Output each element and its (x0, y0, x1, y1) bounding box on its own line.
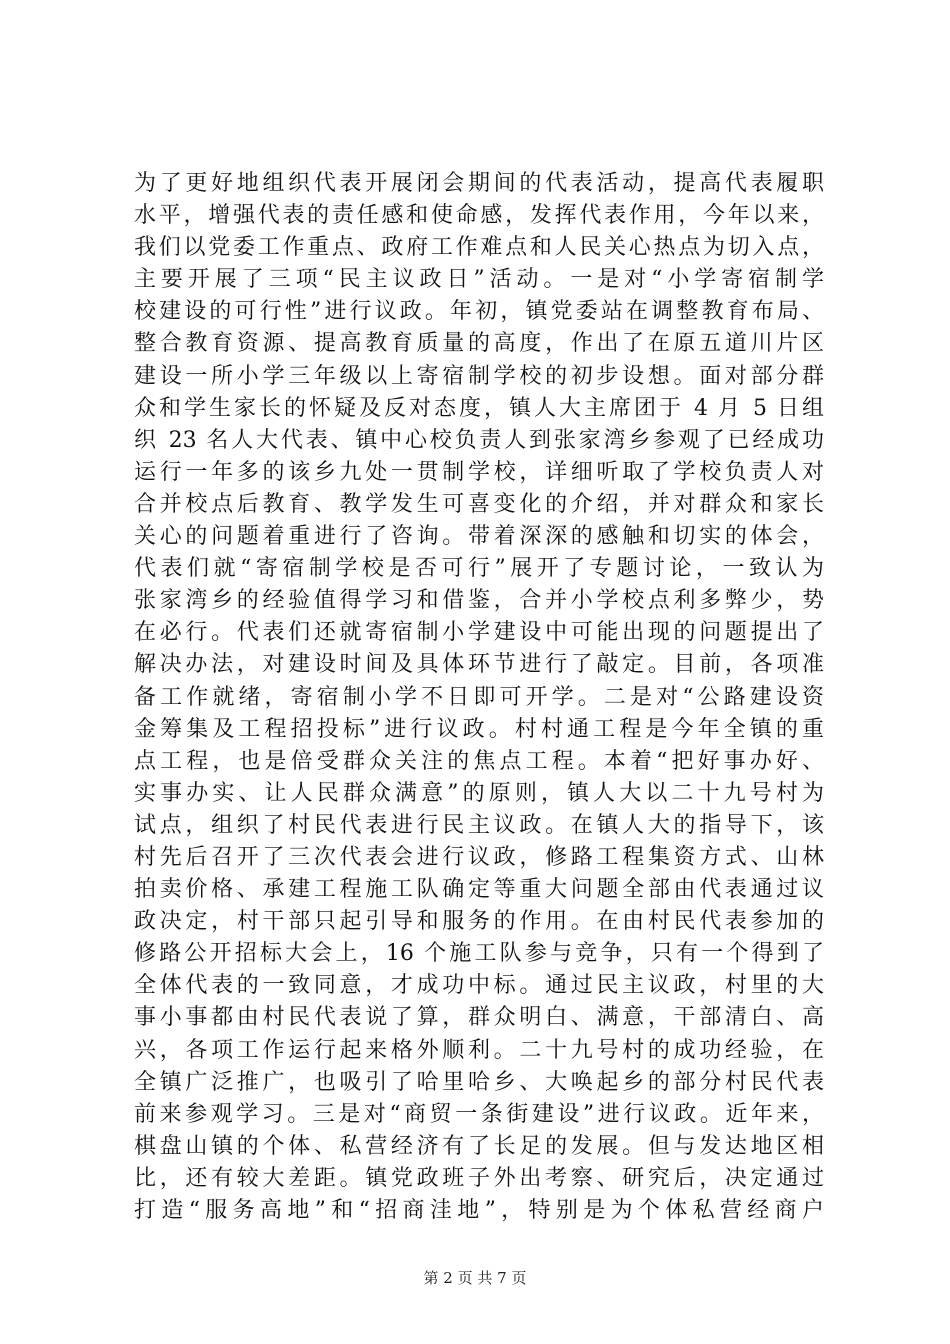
text-line: 备工作就绪，寄宿制小学不日即可开学。二是对“公路建设资 (134, 684, 824, 710)
text-line: 拍卖价格、承建工程施工队确定等重大问题全部由代表通过议 (134, 877, 824, 903)
text-line: 运行一年多的该乡九处一贯制学校，详细听取了学校负责人对 (134, 459, 824, 485)
text-line: 代表们就“寄宿制学校是否可行”展开了专题讨论，一致认为 (134, 556, 824, 582)
text-line: 整合教育资源、提高教育质量的高度，作出了在原五道川片区 (134, 331, 824, 357)
text-line: 关心的问题着重进行了咨询。带着深深的感触和切实的体会， (134, 524, 824, 550)
text-line: 修路公开招标大会上，16 个施工队参与竞争，只有一个得到了 (134, 941, 824, 967)
text-line: 实事办实、让人民群众满意”的原则，镇人大以二十九号村为 (134, 780, 824, 806)
text-line: 试点，组织了村民代表进行民主议政。在镇人大的指导下，该 (134, 812, 824, 838)
text-line: 我们以党委工作重点、政府工作难点和人民关心热点为切入点， (134, 235, 824, 261)
text-line: 政决定，村干部只起引导和服务的作用。在由村民代表参加的 (134, 909, 824, 935)
text-line: 打造“服务高地”和“招商洼地”，特别是为个体私营经商户 (134, 1198, 824, 1223)
text-line: 全镇广泛推广，也吸引了哈里哈乡、大唤起乡的部分村民代表 (134, 1069, 824, 1095)
text-line: 众和学生家长的怀疑及反对态度，镇人大主席团于 4 月 5 日组 (134, 395, 824, 421)
body-paragraph (134, 168, 824, 1227)
text-line: 点工程，也是倍受群众关注的焦点工程。本着“把好事办好、 (134, 748, 824, 774)
text-line: 兴，各项工作运行起来格外顺利。二十九号村的成功经验，在 (134, 1037, 824, 1063)
text-line: 织 23 名人大代表、镇中心校负责人到张家湾乡参观了已经成功 (134, 427, 824, 453)
text-line: 校建设的可行性”进行议政。年初，镇党委站在调整教育布局、 (134, 299, 824, 325)
text-line: 比，还有较大差距。镇党政班子外出考察、研究后，决定通过 (134, 1165, 824, 1191)
text-line: 合并校点后教育、教学发生可喜变化的介绍，并对群众和家长 (134, 491, 824, 517)
text-line: 前来参观学习。三是对“商贸一条街建设”进行议政。近年来， (134, 1101, 824, 1127)
text-line: 主要开展了三项“民主议政日”活动。一是对“小学寄宿制学 (134, 267, 824, 293)
text-line: 为了更好地组织代表开展闭会期间的代表活动，提高代表履职 (134, 171, 824, 196)
text-line: 金筹集及工程招投标”进行议政。村村通工程是今年全镇的重 (134, 716, 824, 742)
text-line: 解决办法，对建设时间及具体环节进行了敲定。目前，各项准 (134, 652, 824, 678)
text-line: 水平，增强代表的责任感和使命感，发挥代表作用，今年以来， (134, 203, 824, 229)
text-line: 棋盘山镇的个体、私营经济有了长足的发展。但与发达地区相 (134, 1133, 824, 1159)
text-line: 村先后召开了三次代表会进行议政，修路工程集资方式、山林 (134, 844, 824, 870)
text-line: 事小事都由村民代表说了算，群众明白、满意，干部清白、高 (134, 1005, 824, 1031)
text-line: 全体代表的一致同意，才成功中标。通过民主议政，村里的大 (134, 973, 824, 999)
text-line: 张家湾乡的经验值得学习和借鉴，合并小学校点利多弊少，势 (134, 588, 824, 614)
text-line: 建设一所小学三年级以上寄宿制学校的初步设想。面对部分群 (134, 363, 824, 389)
page-number-footer: 第 2 页 共 7 页 (423, 1269, 527, 1287)
text-line: 在必行。代表们还就寄宿制小学建设中可能出现的问题提出了 (134, 620, 824, 646)
